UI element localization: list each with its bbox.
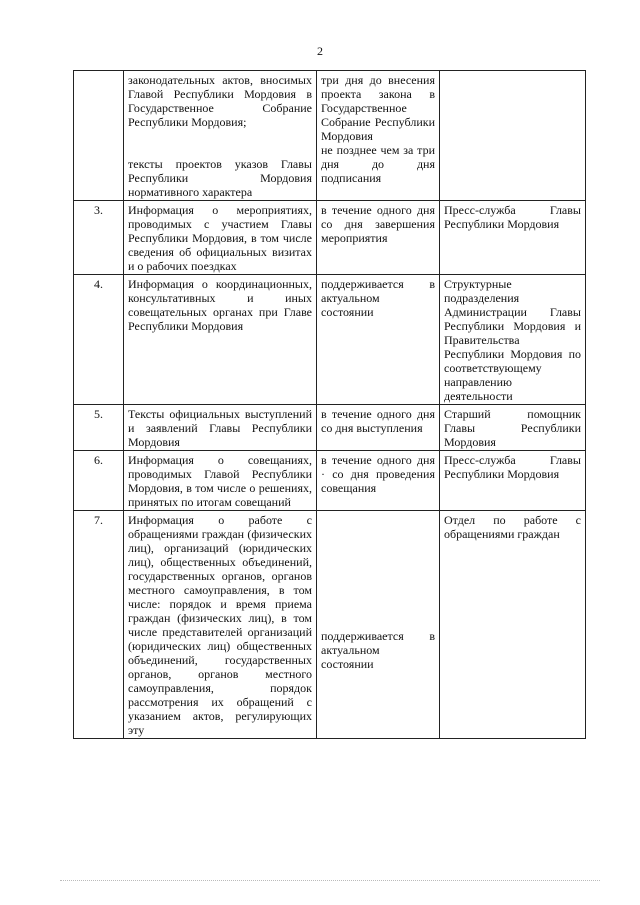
row-number-cell: 5.: [74, 405, 124, 451]
term-cell: в течение одного дня со дня выступления: [317, 405, 440, 451]
table-row: [74, 71, 586, 201]
page-bottom-line: [60, 880, 600, 882]
term-cell: поддерживается в актуальном состоянии: [317, 511, 440, 739]
term-cell: в течение одного дня со дня завершения мероприятия: [317, 201, 440, 275]
row-number-cell: 7.: [74, 511, 124, 739]
term-cell: поддерживается в актуальном состоянии: [317, 275, 440, 405]
term-text: не позднее чем за три дня до дня подписания: [321, 143, 435, 185]
info-cell: Информация о мероприятиях, проводимых с участием Главы Республики Мордовия, в том числе сведения об официальных визитах и о рабочих поездках: [124, 201, 317, 275]
table-row: [74, 201, 586, 275]
row-number-cell: 3.: [74, 201, 124, 275]
info-cell: Информация о совещаниях, проводимых Главой Республики Мордовия, в том числе о решениях, принятых по итогам совещаний: [124, 451, 317, 511]
info-cell: [124, 71, 317, 201]
responsible-cell: Пресс-служба Главы Республики Мордовия: [440, 451, 586, 511]
spacer: [128, 129, 312, 157]
responsible-cell: [440, 71, 586, 201]
info-text: тексты проектов указов Главы Республики Мордовия нормативного характера: [128, 157, 312, 199]
table-row: [74, 451, 586, 511]
page-number: 2: [317, 44, 323, 58]
responsible-cell: Пресс-служба Главы Республики Мордовия: [440, 201, 586, 275]
table-row: [74, 275, 586, 405]
info-text: законодательных актов, вносимых Главой Республики Мордовия в Государственное Собрание Республики Мордовия;: [128, 73, 312, 129]
responsible-cell: Структурные подразделения Администрации Главы Республики Мордовия и Правительства Республики Мордовия по соответствующему направлению деятельности: [440, 275, 586, 405]
table-row: [74, 511, 586, 739]
disclosure-table: [73, 70, 586, 739]
info-cell: Тексты официальных выступлений и заявлений Главы Республики Мордовия: [124, 405, 317, 451]
row-number-cell: 4.: [74, 275, 124, 405]
row-number-cell: [74, 71, 124, 201]
info-cell: Информация о координационных, консультативных и иных совещательных органах при Главе Республики Мордовия: [124, 275, 317, 405]
info-cell: Информация о работе с обращениями граждан (физических лиц), организаций (юридических лиц), общественных объединений, государственных органов, органов местного самоуправления, в том числе: порядок и время приема граждан (физических лиц), в том числе представителей организаций (юридических лиц) общественных объединений, государственных органов, органов местного самоуправления, порядок рассмотрения их обращений с указанием актов, регулирующих эту: [124, 511, 317, 739]
responsible-cell: Старший помощник Главы Республики Мордовия: [440, 405, 586, 451]
term-cell: [317, 71, 440, 201]
responsible-cell: Отдел по работе с обращениями граждан: [440, 511, 586, 739]
term-text: три дня до внесения проекта закона в Государственное Собрание Республики Мордовия: [321, 73, 435, 143]
row-number-cell: 6.: [74, 451, 124, 511]
term-cell: в течение одного дня · со дня проведения совещания: [317, 451, 440, 511]
table-row: [74, 405, 586, 451]
